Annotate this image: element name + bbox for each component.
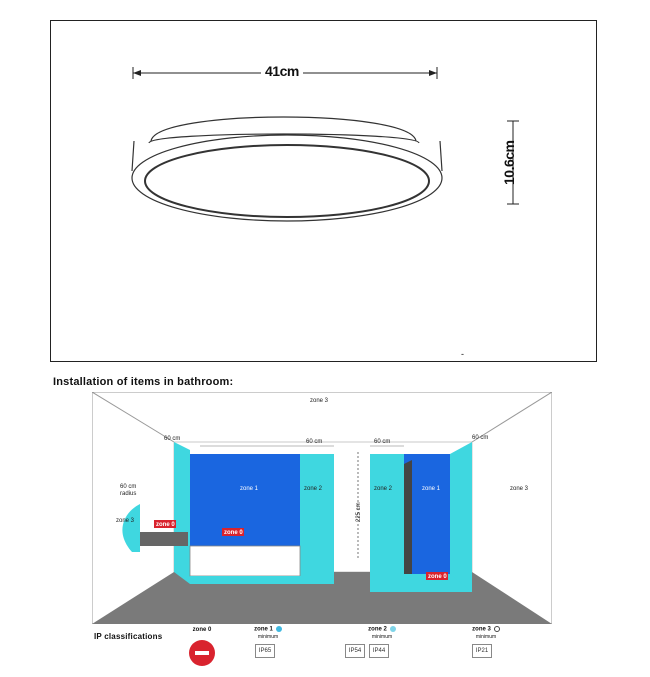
right-60cm-label: 60 cm (472, 435, 489, 441)
zone2-left-label: zone 2 (304, 486, 323, 492)
height-label: 225 cm (356, 502, 362, 522)
basin (140, 532, 188, 546)
ip21-box: IP21 (472, 644, 492, 658)
ip-zone0-label: zone 0 (192, 627, 212, 633)
left-60cm-label: 60 cm (164, 436, 181, 442)
zone3-top-label: zone 3 (310, 398, 329, 404)
ip-zone2-minimum: minimum (371, 633, 393, 640)
height-label: 10.6cm (501, 140, 517, 185)
footer-mark: - (461, 349, 464, 359)
lamp-body (132, 117, 442, 221)
zone2-right-wall (450, 442, 472, 592)
mid1-60cm-label: 60 cm (306, 439, 323, 445)
ip-zone3-label: zone 3 (472, 626, 491, 633)
ip-zone2-head (362, 626, 402, 641)
ip-zone3-head (466, 626, 506, 641)
zone3-right-label: zone 3 (510, 486, 529, 492)
bathroom-section-title: Installation of items in bathroom: (53, 376, 234, 388)
shower-glass (404, 460, 412, 586)
ip65-box: IP65 (255, 644, 275, 658)
ip-zone3-minimum: minimum (475, 633, 497, 640)
zone0-shower-label: zone 0 (428, 574, 447, 580)
zone2-shower (370, 454, 404, 574)
zone2-right-label: zone 2 (374, 486, 393, 492)
width-label: 41cm (261, 63, 303, 79)
ip-zone1-minimum: minimum (257, 633, 279, 640)
zone0-basin-label: zone 0 (156, 522, 175, 528)
product-drawing-frame (50, 20, 597, 362)
ip44-box: IP44 (369, 644, 389, 658)
radius-label: radius (120, 491, 137, 497)
zone1-bath-label: zone 1 (240, 486, 259, 492)
zone3-left-label: zone 3 (116, 518, 135, 524)
bathtub (190, 546, 300, 576)
radius-60cm-label: 60 cm (120, 484, 137, 490)
ip-zone2-label: zone 2 (368, 626, 387, 633)
no-entry-icon (189, 640, 215, 666)
ip-zone0-head (186, 627, 218, 634)
mid2-60cm-label: 60 cm (374, 439, 391, 445)
ip-zone1-label: zone 1 (254, 626, 273, 633)
zone2-left-wall (174, 442, 190, 584)
ip-classifications-title: IP classifications (94, 632, 163, 641)
zone1-shower-label: zone 1 (422, 486, 441, 492)
zone2-dot-icon (390, 626, 396, 632)
zone0-bath-label: zone 0 (224, 530, 243, 536)
zone3-dot-icon (494, 626, 500, 632)
ceiling-light-drawing (51, 21, 596, 361)
ip54-box: IP54 (345, 644, 365, 658)
bathroom-zones-diagram (92, 392, 552, 624)
zone2-bath (300, 454, 334, 584)
ip-zone1-head (248, 626, 288, 641)
zone1-dot-icon (276, 626, 282, 632)
